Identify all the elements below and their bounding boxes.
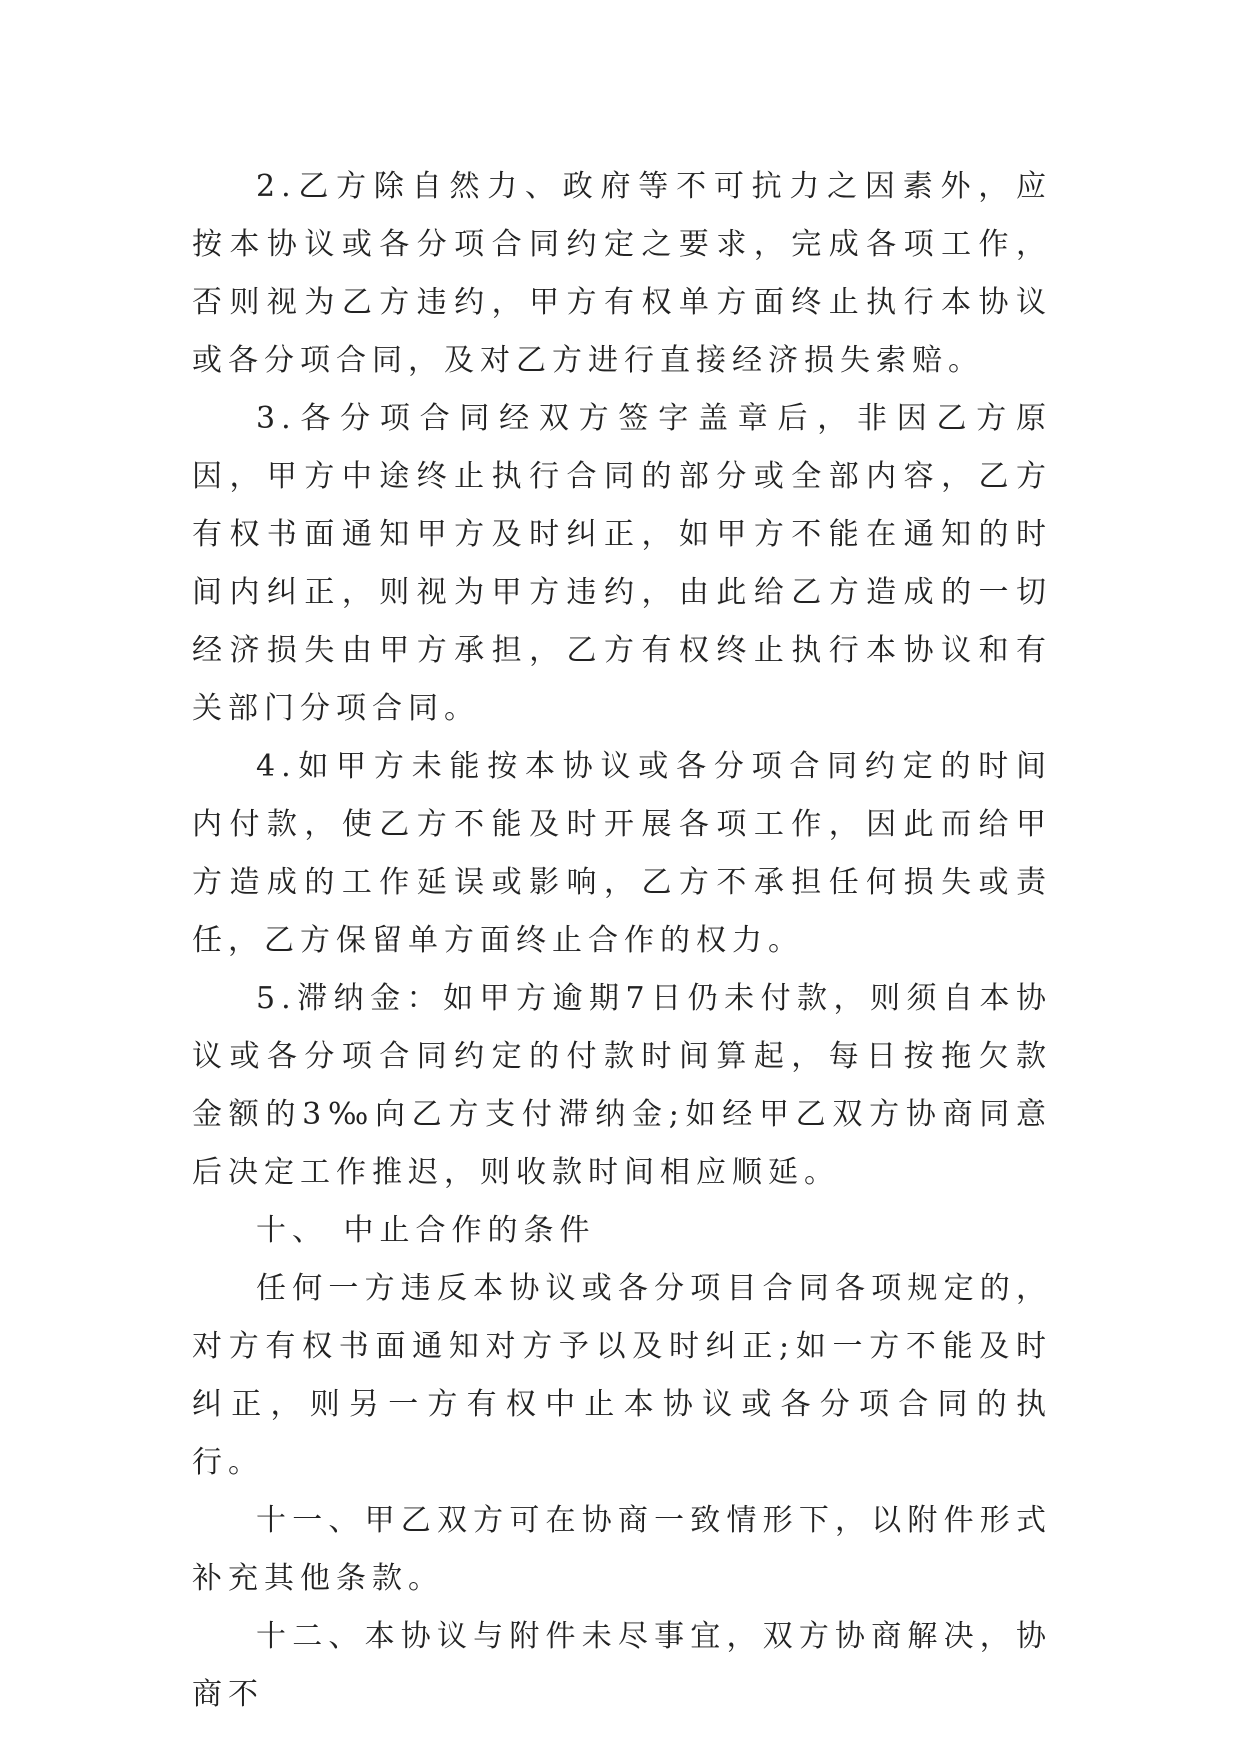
document-body — [192, 158, 1052, 1724]
clause-paragraph-3: 3.各分项合同经双方签字盖章后，非因乙方原因，甲方中途终止执行合同的部分或全部内容，乙方有权书面通知甲方及时纠正，如甲方不能在通知的时间内纠正，则视为甲方违约，由此给乙方造成的一切经济损失由甲方承担，乙方有权终止执行本协议和有关部门分项合同。 — [192, 401, 1052, 726]
clause-paragraph-5: 5.滞纳金：如甲方逾期7日仍未付款，则须自本协议或各分项合同约定的付款时间算起，每日按拖欠款金额的3‰向乙方支付滞纳金;如经甲乙双方协商同意后决定工作推迟，则收款时间相应顺延。 — [192, 981, 1052, 1190]
clause-paragraph-2: 2.乙方除自然力、政府等不可抗力之因素外，应按本协议或各分项合同约定之要求，完成各项工作，否则视为乙方违约，甲方有权单方面终止执行本协议或各分项合同，及对乙方进行直接经济损失索赔。 — [192, 169, 1052, 378]
section-11-paragraph: 十一、甲乙双方可在协商一致情形下，以附件形式补充其他条款。 — [192, 1503, 1052, 1596]
clause-paragraph-4: 4.如甲方未能按本协议或各分项合同约定的时间内付款，使乙方不能及时开展各项工作，因此而给甲方造成的工作延误或影响，乙方不承担任何损失或责任，乙方保留单方面终止合作的权力。 — [192, 749, 1052, 958]
section-12-paragraph: 十二、本协议与附件未尽事宜，双方协商解决，协商不 — [192, 1619, 1052, 1712]
section-10-paragraph: 任何一方违反本协议或各分项目合同各项规定的，对方有权书面通知对方予以及时纠正;如一方不能及时纠正，则另一方有权中止本协议或各分项合同的执行。 — [192, 1271, 1052, 1480]
section-heading-10: 十、 中止合作的条件 — [256, 1213, 596, 1248]
